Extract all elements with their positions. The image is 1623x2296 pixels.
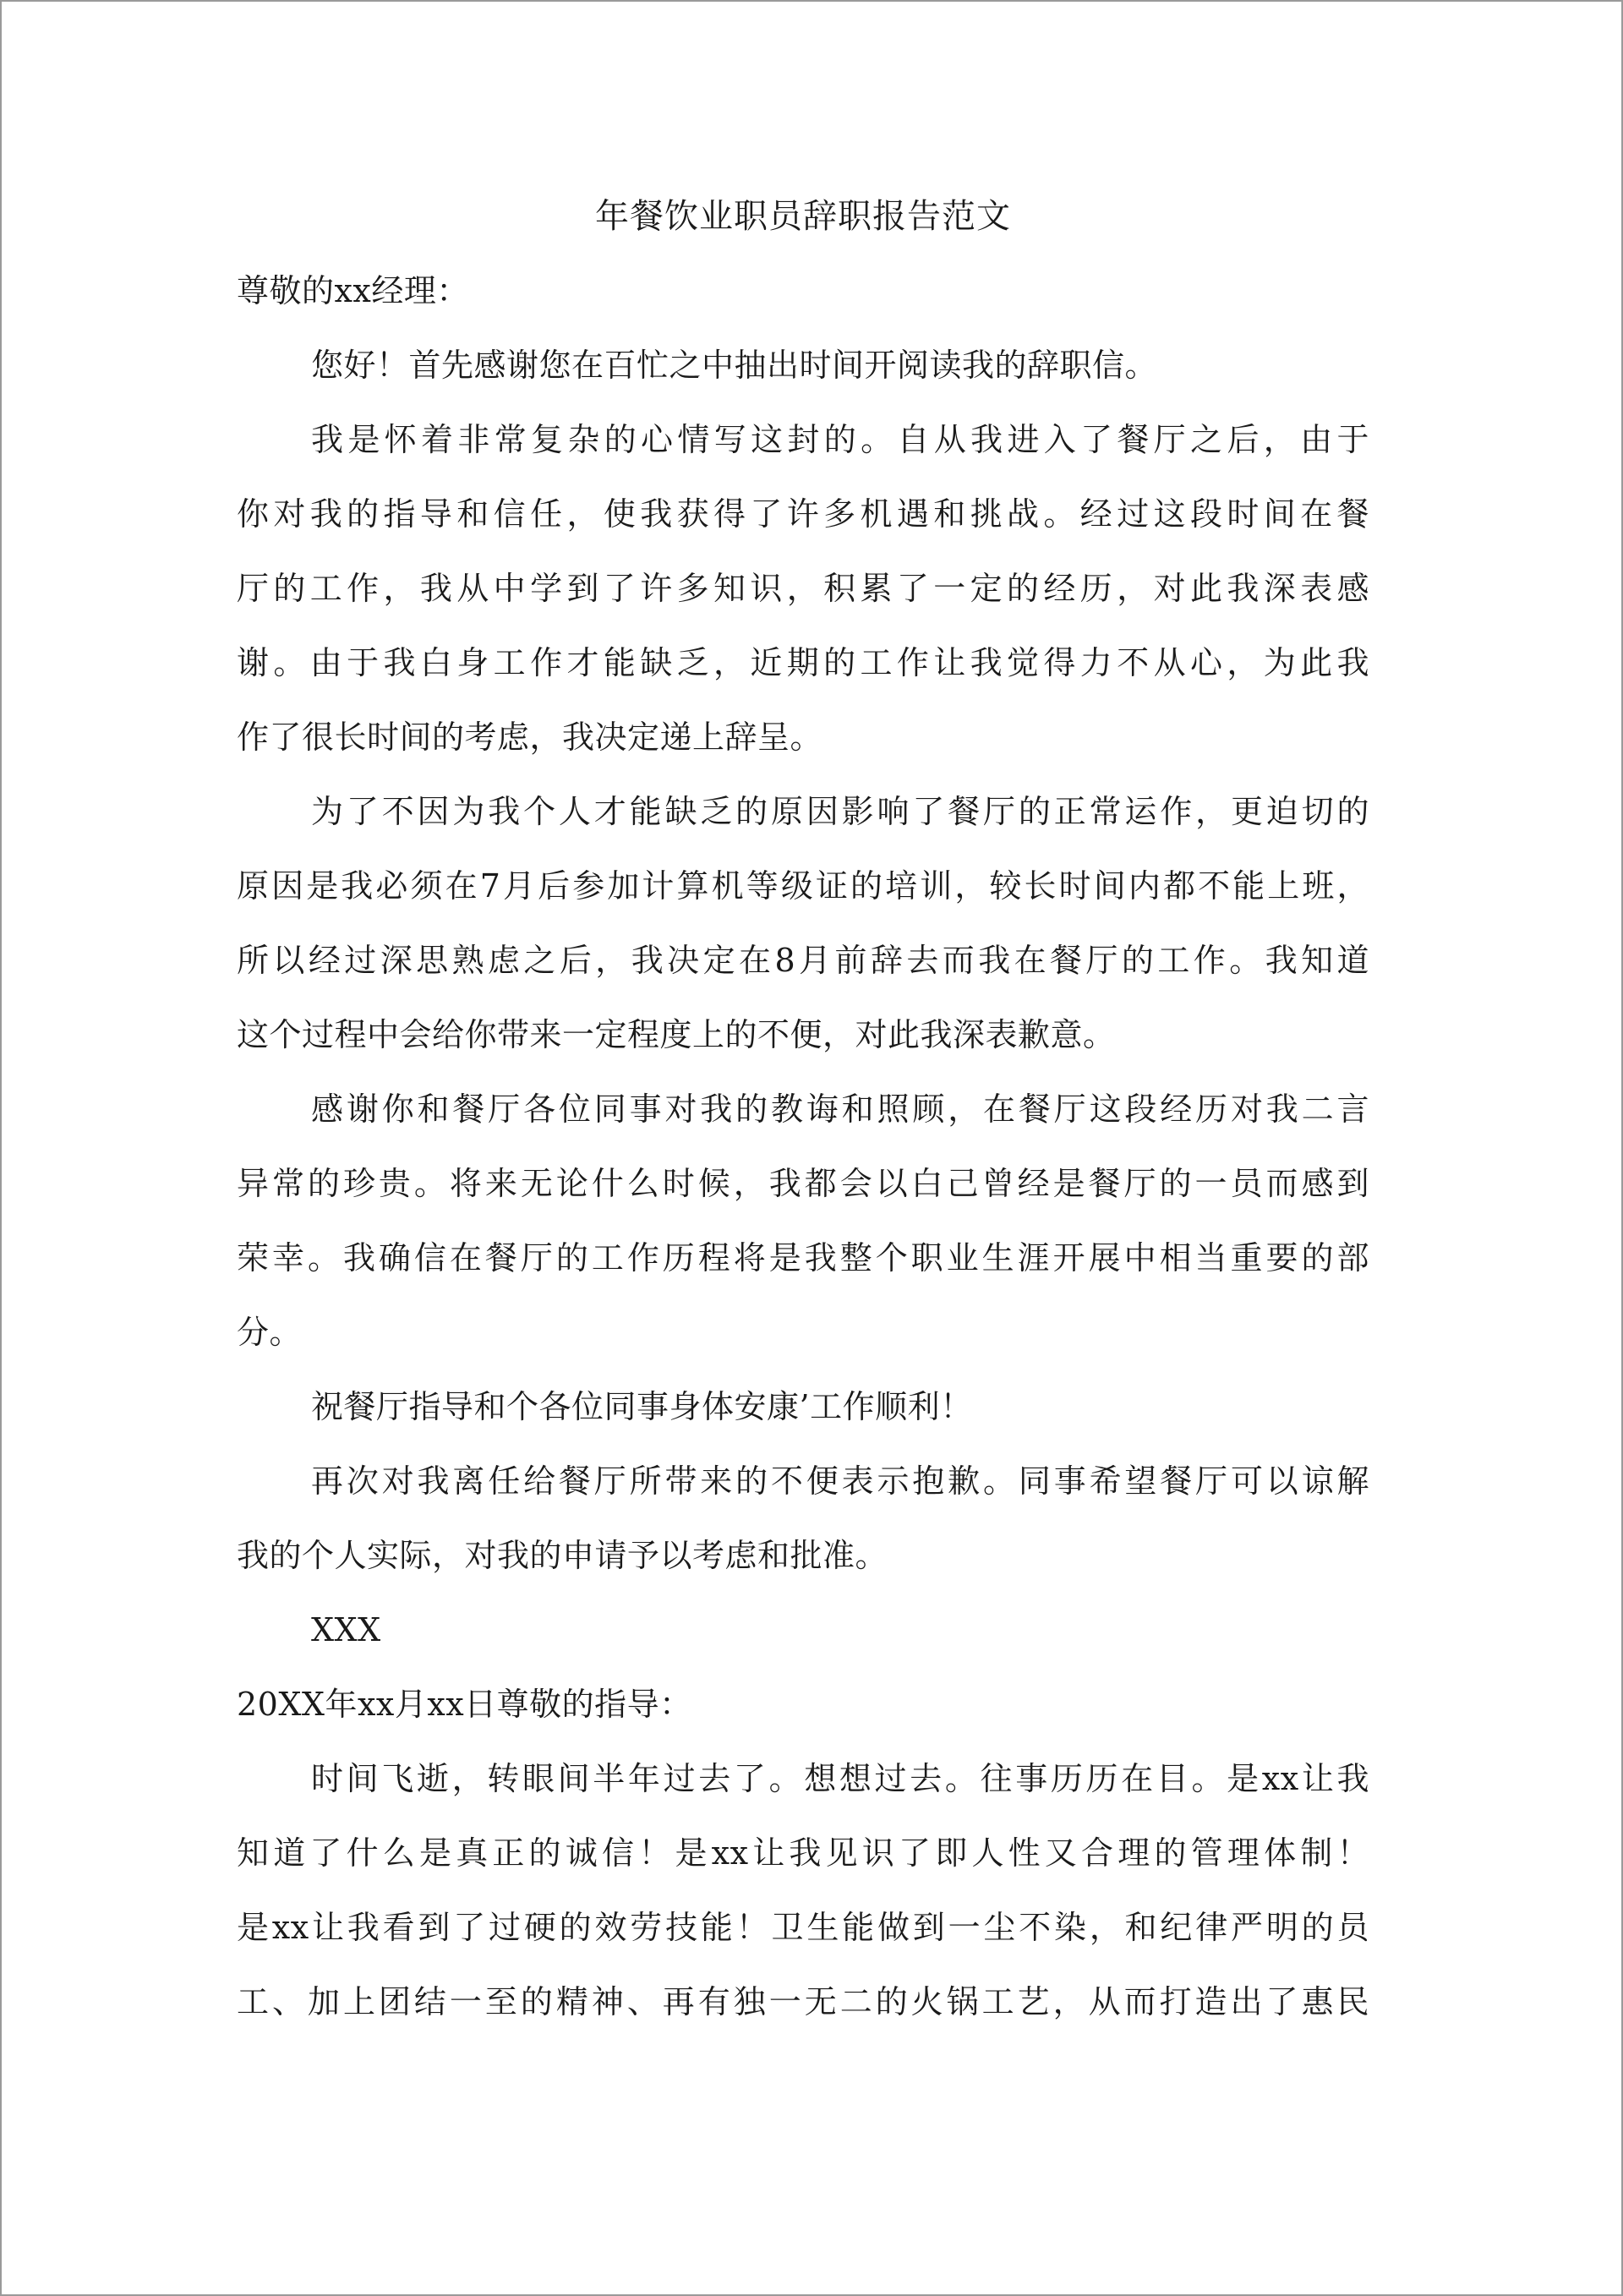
paragraph-line: 原因是我必须在7月后参加计算机等级证的培训，较长时间内都不能上班， [237,867,1369,905]
paragraph-line: 异常的珍贵。将来无论什么时候，我都会以白己曾经是餐厅的一员而感到 [237,1165,1369,1202]
paragraph-line: 知道了什么是真正的诚信！是xx让我见识了即人性又合理的管理体制！ [237,1834,1369,1872]
paragraph-line: 荣幸。我确信在餐厅的工作历程将是我整个职业生涯开展中相当重要的部 [237,1239,1369,1276]
paragraph-line: 是xx让我看到了过硬的效劳技能！卫生能做到一尘不染，和纪律严明的员 [237,1909,1369,1946]
paragraph-line: 为了不因为我个人才能缺乏的原因影响了餐厅的正常运作，更迫切的 [311,793,1369,830]
paragraph-line: 你对我的指导和信任，使我获得了许多机遇和挑战。经过这段时间在餐 [237,495,1369,533]
paragraph-line: 作了很长时间的考虑，我决定递上辞呈。 [237,719,823,756]
paragraph-line: 我是怀着非常复杂的心情写这封的。自从我进入了餐厅之后，由于 [311,421,1369,458]
paragraph-line: 再次对我离任给餐厅所带来的不便表示抱歉。同事希望餐厅可以谅解 [311,1462,1369,1500]
salutation-line: 尊敬的xx经理： [237,272,469,309]
paragraph-line: 工、加上团结一至的精神、再有独一无二的火锅工艺，从而打造出了惠民 [237,1983,1369,2020]
paragraph-line: 所以经过深思熟虑之后，我决定在8月前辞去而我在餐厅的工作。我知道 [237,942,1369,979]
paragraph-line: 时间飞逝，转眼间半年过去了。想想过去。往事历历在目。是xx让我 [311,1760,1369,1797]
paragraph-line: 祝餐厅指导和个各位同事身体安康’工作顺利！ [311,1388,973,1425]
paragraph-line: 分。 [237,1314,303,1351]
paragraph-line: 谢。由于我白身工作才能缺乏，近期的工作让我觉得力不从心，为此我 [237,644,1369,681]
signature-line: XXX [311,1611,381,1648]
paragraph-line: 厅的工作，我从中学到了许多知识，积累了一定的经历，对此我深表感 [237,570,1369,607]
paragraph-line: 我的个人实际，对我的申请予以考虑和批准。 [237,1537,888,1574]
document-title: 年餐饮业职员辞职报告范文 [595,197,1011,236]
paragraph-line: 感谢你和餐厅各位同事对我的教诲和照顾，在餐厅这段经历对我二言 [311,1091,1369,1128]
paragraph-line: 您好！首先感谢您在百忙之中抽出时间开阅读我的辞职信。 [311,347,1158,384]
paragraph-line: 这个过程中会给你带来一定程度上的不便，对此我深表歉意。 [237,1016,1116,1053]
date-line: 20XX年xx月xx日尊敬的指导： [237,1686,692,1723]
